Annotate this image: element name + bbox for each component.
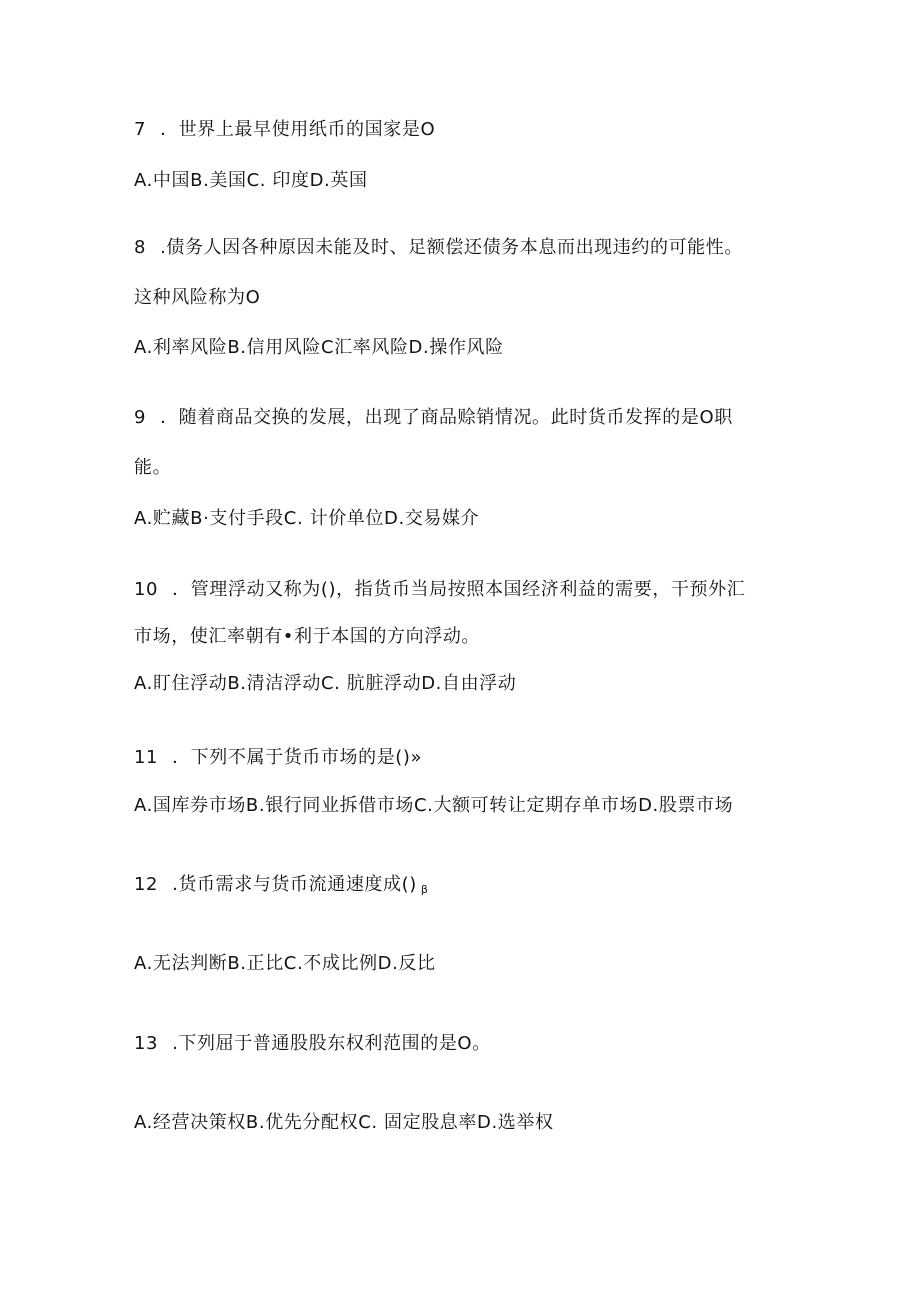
question-10-stem — [134, 578, 745, 602]
question-7-stem — [134, 118, 435, 142]
question-8-stem — [134, 236, 743, 260]
question-12-text-line-1: .货币需求与货币流通速度成() — [172, 874, 417, 895]
question-12-number: 12 — [134, 874, 159, 895]
question-7-options: A.中国B.美国C. 印度D.英国 — [134, 170, 368, 191]
question-10-number: 10 — [134, 579, 159, 600]
question-9-number: 9 — [134, 407, 147, 428]
question-12-options: A.无法判断B.正比C.不成比例D.反比 — [134, 953, 436, 974]
question-10-options: A.盯住浮动B.清洁浮动C. 肮脏浮动D.自由浮动 — [134, 673, 517, 694]
question-11-text-line-1: ．下列不属于货币市场的是()» — [172, 747, 423, 768]
question-8-text-line-2: 这种风险称为O — [134, 287, 261, 308]
question-9-stem — [134, 406, 733, 430]
question-12-suffix: β — [420, 883, 429, 896]
question-9-text-line-2: 能。 — [134, 457, 172, 478]
question-10-text-line-1: ．管理浮动又称为()，指货币当局按照本国经济利益的需要，干预外汇 — [172, 579, 746, 600]
question-8-options: A.利率风险B.信用风险C汇率风险D.操作风险 — [134, 337, 504, 358]
question-11-options: A.国库券市场B.银行同业拆借市场C.大额可转让定期存单市场D.股票市场 — [134, 795, 734, 816]
question-13-text-line-1: .下列屈于普通股股东权利范围的是O。 — [172, 1033, 491, 1054]
question-13-stem — [134, 1032, 491, 1056]
question-11-stem — [134, 746, 422, 770]
question-8-number: 8 — [134, 237, 147, 258]
question-10-text-line-2: 市场，使汇率朝有•利于本国的方向浮动。 — [134, 626, 481, 647]
question-13-options: A.经营决策权B.优先分配权C. 固定股息率D.选举权 — [134, 1112, 554, 1133]
question-9-text-line-1: ．随着商品交换的发展，出现了商品赊销情况。此时货币发挥的是O职 — [160, 407, 733, 428]
question-7-text-line-1: ．世界上最早使用纸币的国家是O — [160, 119, 436, 140]
question-9-options: A.贮藏B·支付手段C. 计价单位D.交易媒介 — [134, 508, 480, 529]
question-11-number: 11 — [134, 747, 159, 768]
question-8-text-line-1: .债务人因各种原因未能及时、足额偿还债务本息而出现违约的可能性。 — [160, 237, 743, 258]
question-7-number: 7 — [134, 119, 147, 140]
question-13-number: 13 — [134, 1033, 159, 1054]
question-12-stem — [134, 873, 429, 902]
